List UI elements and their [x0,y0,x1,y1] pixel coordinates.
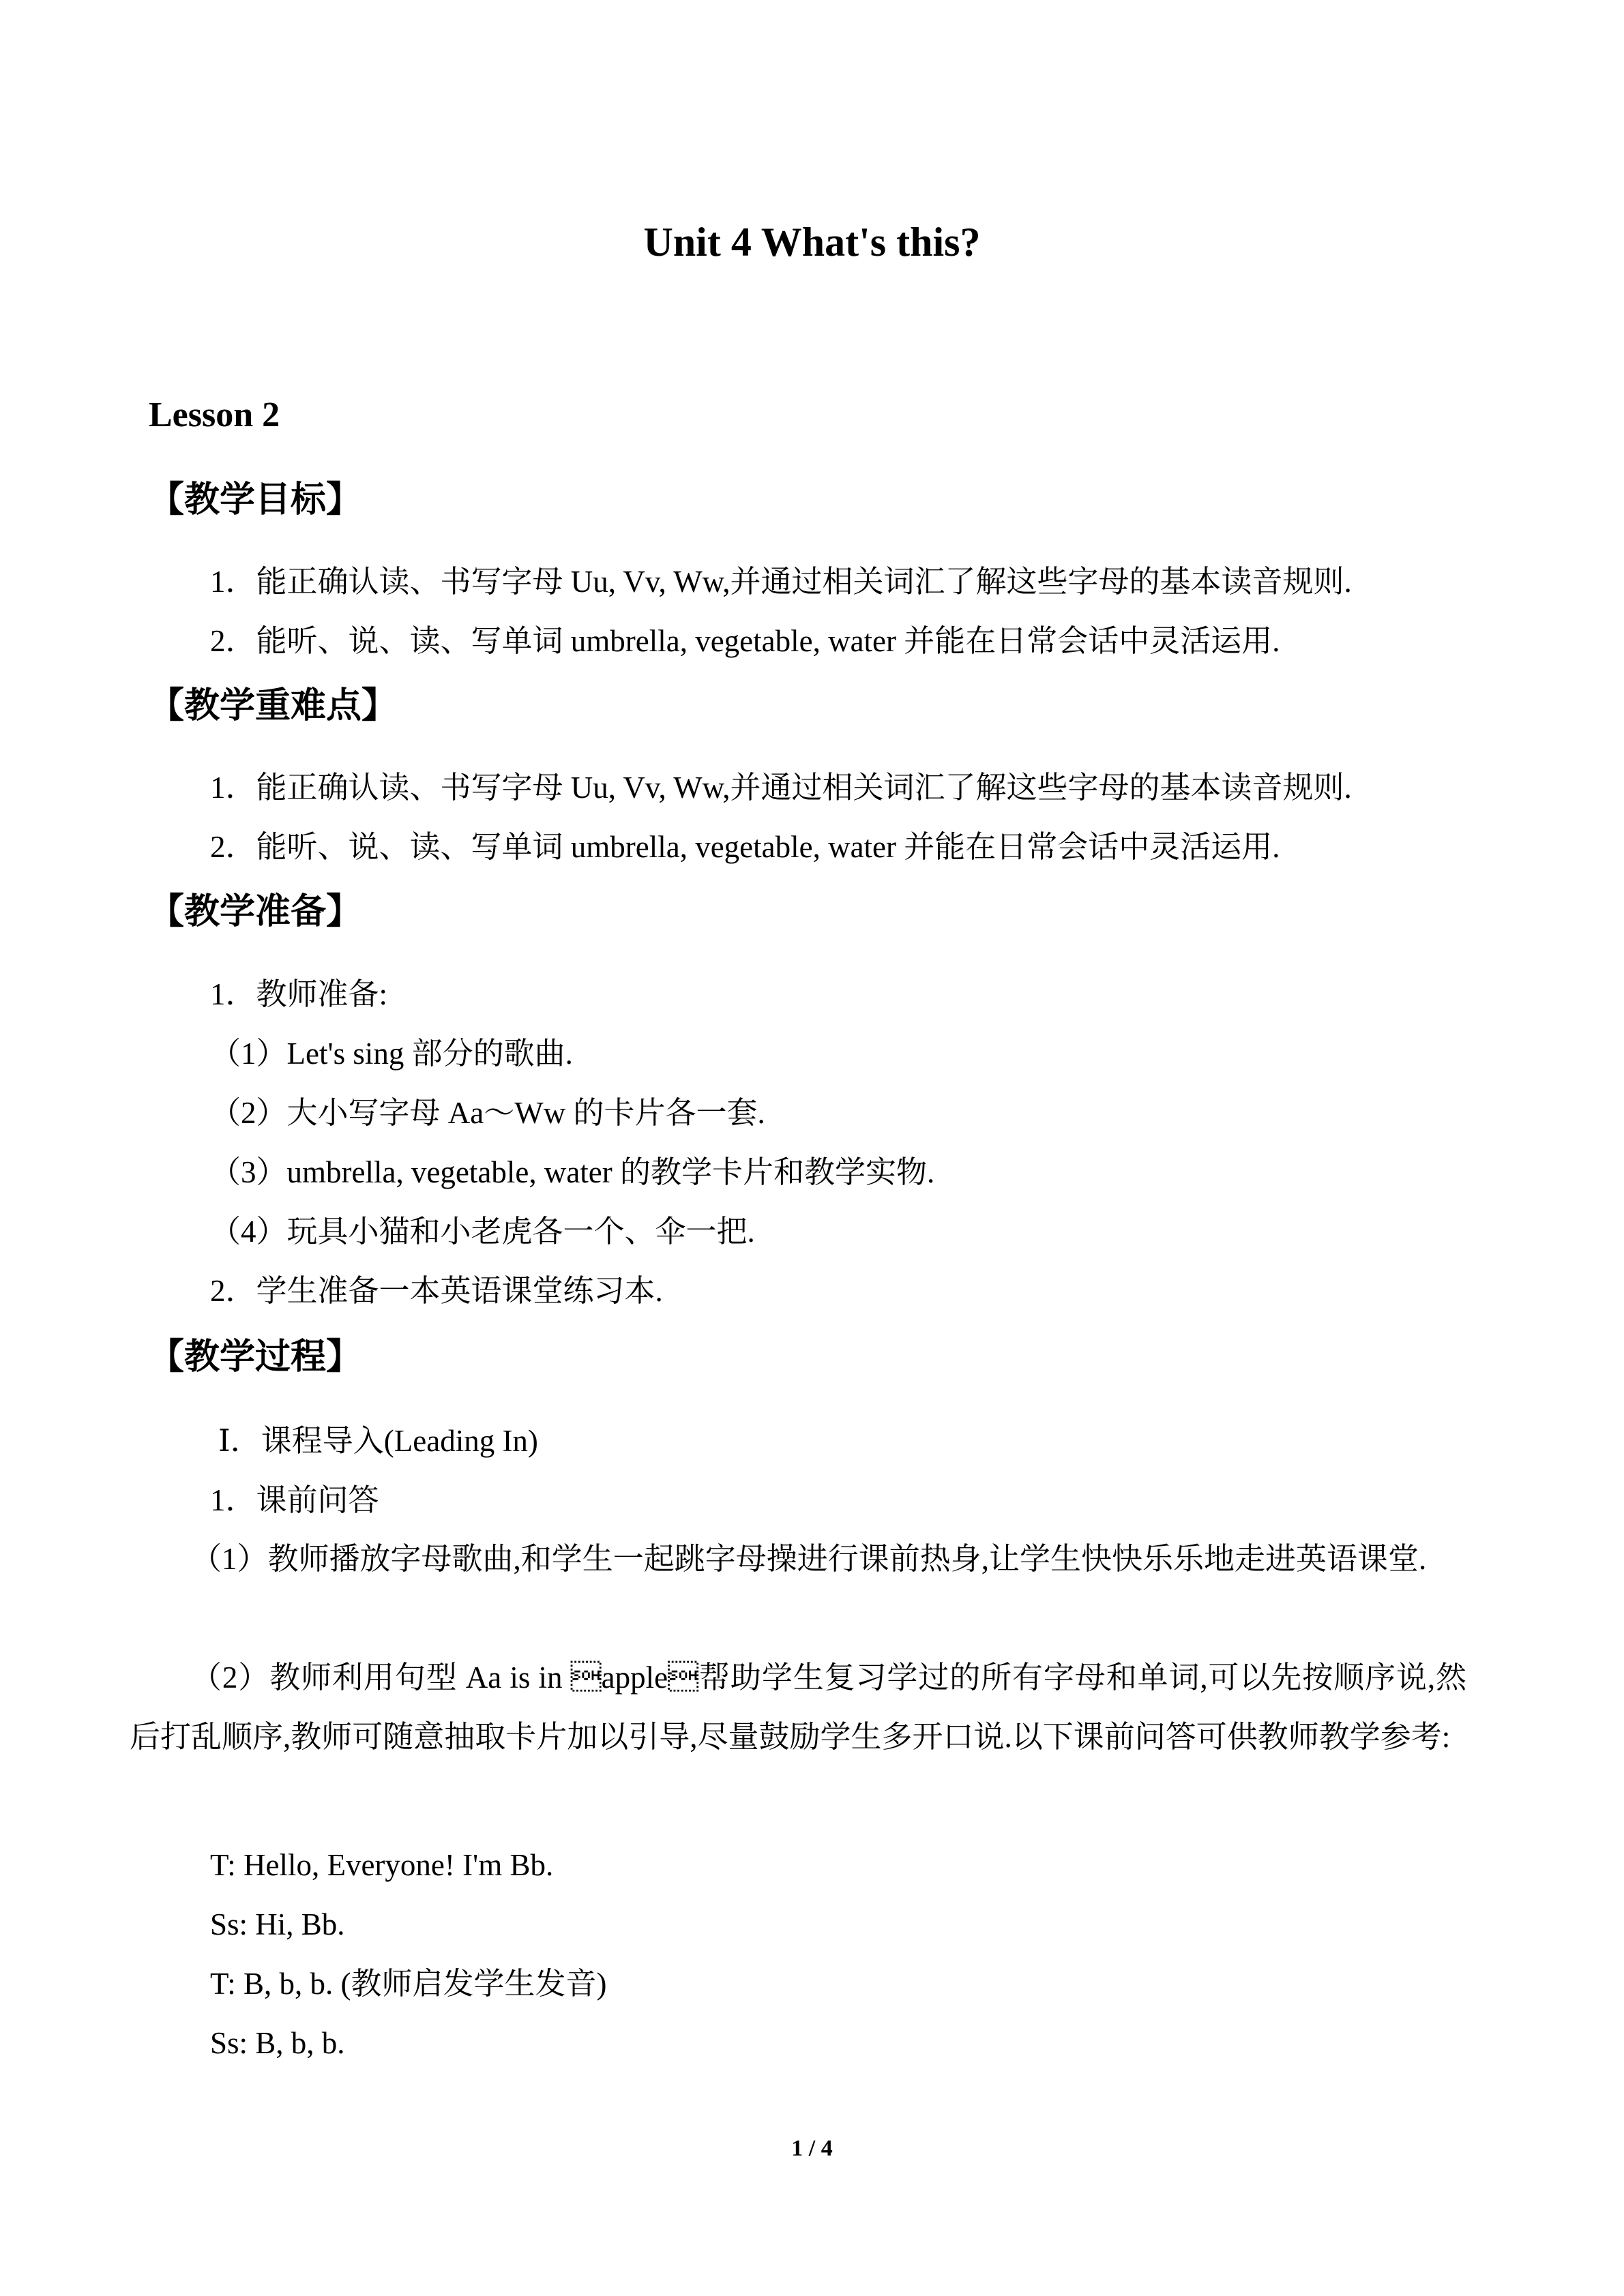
dialogue-line: T: B, b, b. (教师启发学生发音) [210,1967,607,2001]
document-title: Unit 4 What's this? [643,220,981,265]
process-sub-title: 1．课前问答 [210,1483,379,1517]
key-points-item: 1．能正确认读、书写字母 Uu, Vv, Ww,并通过相关词汇了解这些字母的基本读音规则. [210,771,1352,805]
preparation-item: （4）玩具小猫和小老虎各一个、伞一把. [210,1214,755,1249]
key-points-item: 2．能听、说、读、写单词 umbrella, vegetable, water 并能在日常会话中灵活运用. [210,830,1280,864]
preparation-heading: 【教学准备】 [149,891,362,932]
key-points-heading: 【教学重难点】 [149,685,398,726]
process-paragraph-1: （1）教师播放字母歌曲,和学生一起跳字母操进行课前热身,让学生快快乐乐地走进英语课堂. [191,1542,1427,1576]
dialogue-line: Ss: Hi, Bb. [210,1907,345,1941]
dialogue-line: T: Hello, Everyone! I'm Bb. [210,1848,554,1882]
page-number: 1 / 4 [791,2136,833,2161]
dialogue-line: Ss: B, b, b. [210,2026,345,2060]
preparation-item: 1．教师准备: [210,977,388,1011]
process-step-title: Ⅰ．课程导入(Leading In) [218,1424,538,1458]
preparation-item: （3）umbrella, vegetable, water 的教学卡片和教学实物. [210,1155,935,1189]
lesson-label: Lesson 2 [149,396,280,434]
objectives-heading: 【教学目标】 [149,479,362,520]
objectives-item: 2．能听、说、读、写单词 umbrella, vegetable, water 并能在日常会话中灵活运用. [210,624,1280,658]
preparation-item: 2．学生准备一本英语课堂练习本. [210,1274,663,1308]
process-heading: 【教学过程】 [149,1337,362,1377]
preparation-item: （1）Let's sing 部分的歌曲. [210,1037,573,1071]
preparation-item: （2）大小写字母 Aa～Ww 的卡片各一套. [210,1096,765,1130]
objectives-item: 1．能正确认读、书写字母 Uu, Vv, Ww,并通过相关词汇了解这些字母的基本读音规则. [210,565,1352,599]
process-paragraph-2: （2）教师利用句型 Aa is in apple帮助学生复习学过的所有字母和单词,可以先按顺序说,然后打乱顺序,教师可随意抽取卡片加以引导,尽量鼓励学生多开口说.以下课前问答可供教师教学参考: [130,1660,1466,1754]
